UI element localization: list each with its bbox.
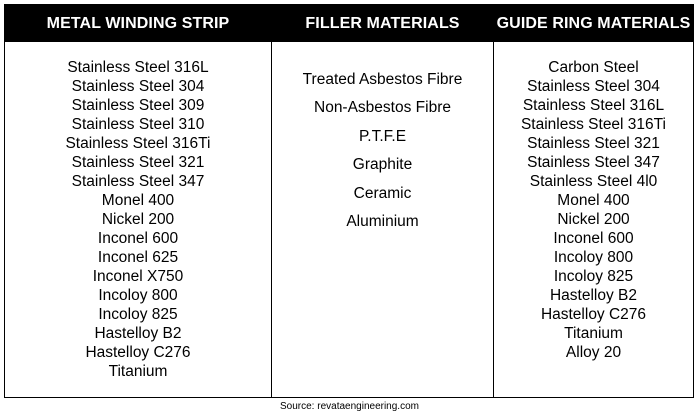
material-item: Inconel 625 (97, 249, 179, 266)
materials-table (4, 4, 694, 398)
material-item: Incoloy 825 (98, 306, 178, 323)
material-item: Stainless Steel 316L (67, 59, 209, 76)
material-item: Stainless Steel 4l0 (529, 173, 658, 190)
material-item: Stainless Steel 316Ti (520, 116, 667, 133)
material-item: Inconel X750 (92, 268, 184, 285)
material-item: Stainless Steel 316L (522, 97, 665, 114)
column-header: GUIDE RING MATERIALS (494, 5, 693, 42)
column-body (5, 42, 271, 397)
material-item: Inconel 600 (97, 230, 179, 247)
column-header: METAL WINDING STRIP (5, 5, 271, 42)
column-metal-winding-strip (5, 5, 271, 397)
material-item: Monel 400 (557, 192, 630, 209)
material-item: Ceramic (353, 184, 412, 202)
material-item: Stainless Steel 321 (527, 135, 660, 152)
material-item: Stainless Steel 304 (527, 78, 660, 95)
material-item: P.T.F.E (358, 127, 407, 145)
material-item: Hastelloy C276 (540, 306, 647, 323)
material-item: Stainless Steel 304 (71, 78, 205, 95)
column-filler-materials (271, 5, 493, 397)
material-item: Carbon Steel (548, 59, 639, 76)
column-body (272, 42, 493, 397)
material-item: Hastelloy B2 (94, 325, 182, 342)
material-item: Nickel 200 (557, 211, 630, 228)
material-item: Stainless Steel 347 (71, 173, 205, 190)
material-item: Incoloy 825 (553, 268, 634, 285)
material-item: Graphite (352, 156, 413, 174)
material-item: Stainless Steel 321 (71, 154, 205, 171)
material-item: Incoloy 800 (553, 249, 634, 266)
material-item: Hastelloy B2 (549, 287, 637, 304)
material-item: Nickel 200 (101, 211, 175, 228)
column-body (494, 42, 693, 397)
material-item: Monel 400 (101, 192, 175, 209)
material-item: Stainless Steel 316Ti (65, 135, 211, 152)
material-item: Stainless Steel 309 (71, 97, 205, 114)
material-item: Incoloy 800 (98, 287, 178, 304)
material-item: Titanium (108, 363, 168, 380)
column-header: FILLER MATERIALS (272, 5, 493, 42)
material-item: Aluminium (346, 213, 419, 231)
material-item: Treated Asbestos Fibre (302, 71, 463, 88)
column-guide-ring-materials (493, 5, 693, 397)
material-item: Inconel 600 (553, 230, 634, 247)
material-item: Hastelloy C276 (85, 344, 191, 361)
source-caption: Source: revataengineering.com (280, 401, 419, 412)
material-item: Titanium (564, 325, 623, 342)
material-item: Alloy 20 (565, 344, 622, 361)
material-item: Non-Asbestos Fibre (314, 99, 451, 117)
material-item: Stainless Steel 310 (71, 116, 205, 133)
material-item: Stainless Steel 347 (527, 154, 660, 171)
